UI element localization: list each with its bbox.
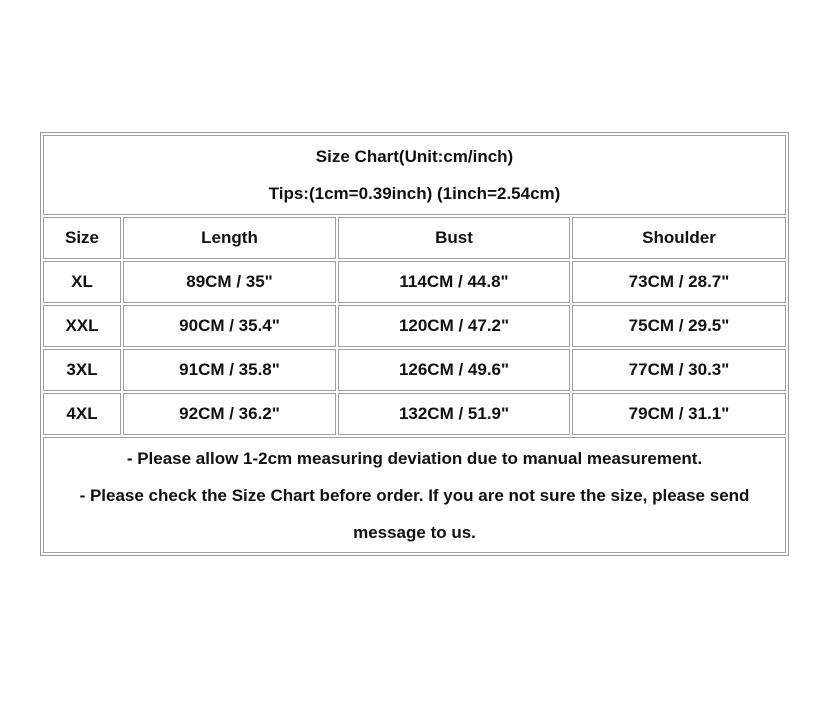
- conversion-tips: Tips:(1cm=0.39inch) (1inch=2.54cm): [268, 184, 561, 203]
- size-chart-table: [40, 132, 789, 556]
- cell-length: 92CM / 36.2": [123, 393, 336, 435]
- cell-size: 3XL: [43, 349, 121, 391]
- cell-size: XXL: [43, 305, 121, 347]
- note-check-size-chart: - Please check the Size Chart before order. If you are not sure the size, please send message to us.: [79, 485, 750, 542]
- header-row: [43, 135, 786, 215]
- table-row: [43, 261, 786, 303]
- size-chart: [40, 132, 789, 554]
- notes-row: [43, 437, 786, 553]
- cell-shoulder: 77CM / 30.3": [572, 349, 786, 391]
- column-header-bust: Bust: [338, 217, 570, 259]
- column-header-row: [43, 217, 786, 259]
- cell-shoulder: 73CM / 28.7": [572, 261, 786, 303]
- chart-title: Size Chart(Unit:cm/inch): [315, 147, 514, 166]
- cell-bust: 126CM / 49.6": [338, 349, 570, 391]
- table-row: [43, 349, 786, 391]
- cell-bust: 132CM / 51.9": [338, 393, 570, 435]
- chart-header: [43, 135, 786, 215]
- cell-length: 91CM / 35.8": [123, 349, 336, 391]
- table-row: [43, 393, 786, 435]
- column-header-length: Length: [123, 217, 336, 259]
- cell-shoulder: 75CM / 29.5": [572, 305, 786, 347]
- chart-notes: [43, 437, 786, 553]
- column-header-shoulder: Shoulder: [572, 217, 786, 259]
- cell-bust: 114CM / 44.8": [338, 261, 570, 303]
- cell-size: 4XL: [43, 393, 121, 435]
- table-row: [43, 305, 786, 347]
- cell-length: 89CM / 35": [123, 261, 336, 303]
- cell-bust: 120CM / 47.2": [338, 305, 570, 347]
- column-header-size: Size: [43, 217, 121, 259]
- cell-size: XL: [43, 261, 121, 303]
- note-measuring-deviation: - Please allow 1-2cm measuring deviation due to manual measurement.: [126, 448, 703, 468]
- cell-length: 90CM / 35.4": [123, 305, 336, 347]
- cell-shoulder: 79CM / 31.1": [572, 393, 786, 435]
